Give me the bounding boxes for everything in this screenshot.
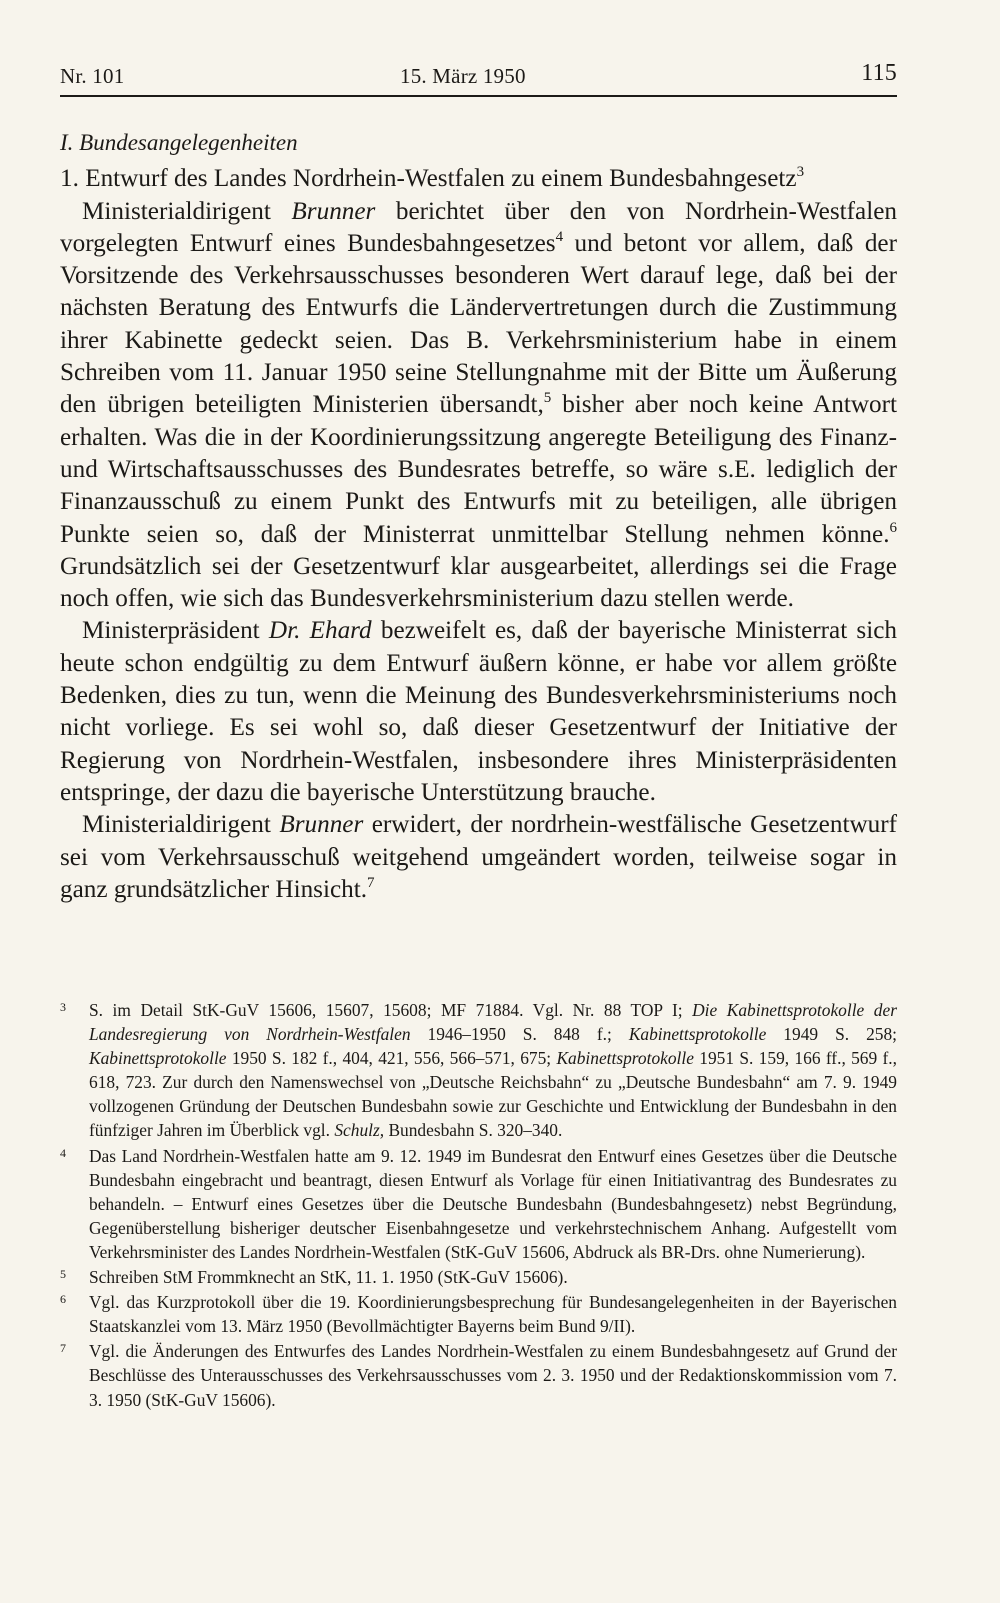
header-date: 15. März 1950 bbox=[400, 64, 526, 88]
section-title: I. Bundesangelegenheiten bbox=[60, 130, 298, 155]
text-run: Ministerialdirigent bbox=[82, 197, 292, 225]
footnote-number: 4 bbox=[60, 1145, 66, 1160]
footnote-ref: 4 bbox=[555, 228, 564, 245]
header-rule bbox=[60, 95, 897, 97]
footnote bbox=[60, 1265, 897, 1289]
footnote-number: 5 bbox=[60, 1267, 66, 1282]
page-number: 115 bbox=[861, 60, 897, 86]
footnote-ref: 6 bbox=[889, 519, 897, 536]
text-run: Grundsätzlich sei der Gesetzentwurf klar ausgearbeitet, allerdings sei die Frage noch offen, wie sich das Bundesverkehrsministerium dazu stellen werde. bbox=[60, 552, 897, 613]
citation-title: Kabinettsprotokolle bbox=[628, 1024, 767, 1045]
footnote bbox=[60, 1339, 897, 1411]
text-run: 1946–1950 S. 848 f.; bbox=[410, 1024, 629, 1045]
text-run: Ministerialdirigent bbox=[82, 811, 280, 839]
footnote-number: 6 bbox=[60, 1292, 66, 1307]
running-head bbox=[60, 58, 897, 92]
text-run: S. im Detail StK-GuV 15606, 15607, 15608; MF 71884. Vgl. Nr. 88 TOP I; bbox=[89, 1000, 693, 1020]
footnote bbox=[60, 998, 897, 1143]
text-run: bezweifelt es, daß der bayerische Ministerrat sich heute schon endgültig zu dem Entwurf äußern könne, er habe vor allem größte Bedenken, dies zu tun, wenn die Meinung des Bundesverkehrsministeriums noch nicht vorliege. Es sei wohl so, daß dieser Gesetzentwurf der Initiative der Regierung von Nordrhein-Westfalen, insbesondere ihres Ministerpräsidenten entspringe, der dazu die bayerische Unterstützung brauche. bbox=[60, 617, 897, 806]
footnote-text: Vgl. das Kurzprotokoll über die 19. Koordinierungsbesprechung für Bundesangelegenheiten in der Bayerischen Staatskanzlei vom 13. März 1950 (Bevollmächtigter Bayerns beim Bund 9/II). bbox=[89, 1292, 897, 1337]
citation-title: Kabinettsprotokolle bbox=[556, 1048, 694, 1069]
speaker-name: Dr. Ehard bbox=[268, 617, 372, 645]
document-number: Nr. 101 bbox=[60, 64, 125, 88]
text-run: 1949 S. 258; bbox=[766, 1024, 897, 1045]
citation-title: Die Kabinettsprotokolle der Landesregierung von Nordrhein-Westfalen bbox=[89, 1000, 897, 1045]
paragraph bbox=[60, 809, 897, 906]
agenda-item-title bbox=[60, 163, 897, 195]
footnote-number: 3 bbox=[60, 1000, 66, 1014]
main-text bbox=[60, 127, 897, 906]
text-run: erwidert, der nordrhein-westfälische Gesetzentwurf sei vom Verkehrsausschuß weitgehend umgeändert worden, teilweise sogar in ganz grundsätzlicher Hinsicht. bbox=[60, 811, 898, 903]
citation-author: Schulz, bbox=[334, 1120, 385, 1141]
text-run: berichtet über den von Nordrhein-Westfalen vorgelegten Entwurf eines Bundesbahngesetzes bbox=[60, 197, 897, 257]
footnote-ref: 3 bbox=[796, 164, 805, 181]
footnote bbox=[60, 1144, 897, 1264]
footnotes bbox=[60, 998, 897, 1413]
speaker-name: Brunner bbox=[291, 197, 376, 225]
footnote-text: Schreiben StM Frommknecht an StK, 11. 1. 1950 (StK-GuV 15606). bbox=[89, 1267, 568, 1288]
footnote-ref: 5 bbox=[543, 390, 552, 407]
paragraph bbox=[60, 196, 897, 616]
speaker-name: Brunner bbox=[279, 811, 364, 839]
citation-title: Kabinettsprotokolle bbox=[89, 1048, 227, 1069]
text-run: Ministerpräsident bbox=[82, 617, 269, 645]
footnote-text: Das Land Nordrhein-Westfalen hatte am 9. 12. 1949 im Bundesrat den Entwurf eines Gesetzes über die Deutsche Bundesbahn eingebracht und beantragt, diesen Entwurf als Vorlage für einen Initiativantrag des Bundesrates zu behandeln. – Entwurf eines Gesetzes über die Deutsche Bundesbahn (Bundesbahngesetz) nebst Begründung, Gegenüberstellung bisheriger deutscher Eisenbahngesetze und verkehrstechnischem Anhang. Aufgestellt vom Verkehrsminister des Landes Nordrhein-Westfalen (StK-GuV 15606, Abdruck als BR-Drs. ohne Numerierung). bbox=[89, 1145, 897, 1262]
text-run: bisher aber noch keine Antwort erhalten. Was die in der Koordinierungssitzung angeregte Beteiligung des Finanz- und Wirtschaftsausschusses des Bundesrates betreffe, so wäre s.E. lediglich der Finanzausschuß zu einem Punkt des Entwurfs mit zu beteiligen, alle übrigen Punkte seien so, daß der Ministerrat unmittelbar Stellung nehmen könne. bbox=[60, 391, 897, 548]
footnote-text: Vgl. die Änderungen des Entwurfes des Landes Nordrhein-Westfalen zu einem Bundesbahngesetz auf Grund der Beschlüsse des Unterausschusses des Verkehrsausschusses vom 2. 3. 1950 und der Redaktionskommission vom 7. 3. 1950 (StK-GuV 15606). bbox=[89, 1341, 897, 1410]
agenda-item-text: 1. Entwurf des Landes Nordrhein-Westfalen zu einem Bundesbahngesetz bbox=[60, 165, 797, 193]
footnote-number: 7 bbox=[60, 1341, 66, 1356]
text-run: 1951 S. 159, 166 ff., 569 f., 618, 723. Zur durch den Namenswechsel von „Deutsche Reichsbahn“ zu „Deutsche Bundesbahn“ am 7. 9. 1949 vollzogenen Gründung der Deutschen Bundesbahn sowie zur Geschichte und Entwicklung der Bundesbahn in den fünfziger Jahren im Überblick vgl. bbox=[89, 1048, 897, 1141]
footnote bbox=[60, 1290, 897, 1338]
text-run: und betont vor allem, daß der Vorsitzende des Verkehrsausschusses besonderen Wert darauf lege, daß bei der nächsten Beratung des Entwurfs die Ländervertretungen durch die Zustimmung ihrer Kabinette gedeckt seien. Das B. Verkehrsministerium habe in einem Schreiben vom 11. Januar 1950 seine Stellungnahme mit der Bitte um Äußerung den übrigen beteiligten Ministerien übersandt, bbox=[60, 229, 897, 419]
footnote-ref: 7 bbox=[367, 874, 375, 891]
paragraph bbox=[60, 615, 897, 809]
text-run: Bundesbahn S. 320–340. bbox=[384, 1120, 563, 1141]
text-run: 1950 S. 182 f., 404, 421, 556, 566–571, 675; bbox=[226, 1048, 557, 1069]
